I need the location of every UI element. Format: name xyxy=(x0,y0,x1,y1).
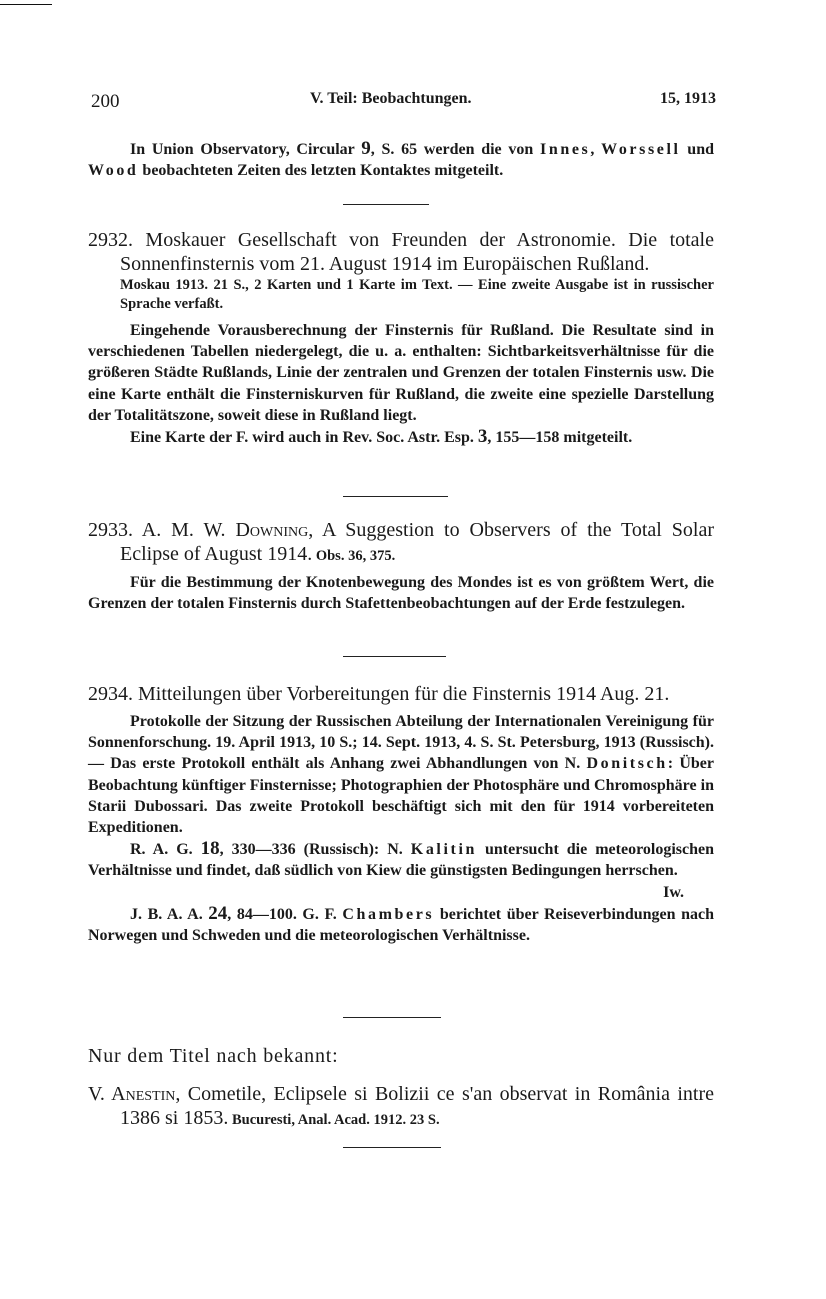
volume-number: 3 xyxy=(477,426,488,448)
intro-text: und xyxy=(680,141,715,158)
entry-title xyxy=(88,228,714,276)
intro-text: , xyxy=(590,141,602,158)
author-name: Chambers xyxy=(342,905,435,923)
entry-title xyxy=(88,518,714,566)
entry-abstract xyxy=(88,838,715,901)
intro-volume: 9 xyxy=(361,138,371,159)
entry-2932 xyxy=(88,228,714,448)
abstract-text: untersucht die meteorologischen Verhältnisse und findet, daß südlich von Kiew die günstigsten Bedingungen herrschen. xyxy=(88,841,715,880)
author-name: V. Anestin xyxy=(88,1083,176,1105)
section-divider xyxy=(343,204,429,205)
observer-name: Worssell xyxy=(601,141,681,158)
entry-abstract xyxy=(88,426,714,448)
entry-abstract xyxy=(88,711,714,838)
entry-2933 xyxy=(88,518,714,614)
abstract-text: , 84—100. G. F. xyxy=(227,905,343,923)
scan-edge-line xyxy=(0,4,52,5)
author-name: Downing xyxy=(235,519,309,541)
abstract-text: berichtet über Reiseverbindungen nach Norwegen und Schweden und die meteorologischen Verhältnisse. xyxy=(88,905,715,945)
author-name: Kalitin xyxy=(410,841,477,859)
abstract-text: Protokolle der Sitzung der Russischen Abteilung der Internationalen Vereinigung für Sonnenforschung. 19. April 1913, 10 S.; 14. Sept. 1913, 4. S. St. Petersburg, 1913 (Russisch). — Das erste Protokoll enthält als Anhang zwei Abhandlungen von N. xyxy=(88,713,714,773)
observer-name: Wood xyxy=(88,162,139,180)
entry-abstract: Eingehende Vorausberechnung der Finsternis für Rußland. Die Resultate sind in verschiedenen Tabellen niedergelegt, die u. a. enthalten: Sichtbarkeitsverhältnisse für die größeren Städte Rußlands, Linie der zentralen und Grenzen der totalen Finsternis usw. Die eine Karte enthält die Finsterniskurven für Rußland, die zweite eine spezielle Darstellung der Totalitätszone, soweit diese in Rußland liegt. xyxy=(88,322,714,424)
entry-abstract: Für die Bestimmung der Knotenbewegung des Mondes ist es von größtem Wert, die Grenzen der totalen Finsternis durch Stafettenbeobachtungen auf der Erde festzulegen. xyxy=(88,574,714,613)
entry-publication: Obs. 36, 375. xyxy=(312,548,396,564)
entry-title-text: , A Suggestion to Observers of the Total Solar Eclipse of August 1914. xyxy=(120,519,714,565)
entry-publication: Moskau 1913. 21 S., 2 Karten und 1 Karte im Text. — Eine zweite Ausgabe ist in russischer Sprache verfaßt. xyxy=(120,277,714,312)
running-header xyxy=(88,90,716,116)
entry-title-text: , Cometile, Eclipsele si Bolizii ce s'an observat in România intre 1386 si 1853. xyxy=(120,1083,715,1129)
reviewer-signature: Iw. xyxy=(663,883,684,901)
section-divider xyxy=(343,656,446,657)
volume-number: 24 xyxy=(208,902,228,924)
volume-year: 15, 1913 xyxy=(660,90,716,107)
intro-text: beobachteten Zeiten des letzten Kontaktes mitgeteilt. xyxy=(138,162,504,180)
section-heading: Nur dem Titel nach bekannt: xyxy=(88,1045,339,1067)
intro-text: , S. 65 werden die von xyxy=(370,141,541,158)
intro-text: In Union Observatory, Circular xyxy=(130,141,362,158)
entry-number: 2933. A. M. W. xyxy=(88,519,236,541)
running-title: V. Teil: Beobachtungen. xyxy=(310,90,472,107)
abstract-text: , 330—336 (Russisch): N. xyxy=(219,841,411,859)
abstract-text: : Über Beobachtung künftiger Finsternisse; Photographien der Photosphäre und Chromosphäre in Starii Dubossari. Das zweite Protokoll beschäftigt sich mit den für 1914 vorbereiteten Expeditionen. xyxy=(88,755,715,837)
entry-title: 2934. Mitteilungen über Vorbereitungen für die Finsternis 1914 Aug. 21. xyxy=(88,683,670,705)
entry-2934 xyxy=(88,682,714,946)
intro-note xyxy=(88,138,714,181)
abstract-text: Eine Karte der F. wird auch in Rev. Soc. Astr. Esp. xyxy=(130,429,478,447)
section-divider xyxy=(343,1017,441,1018)
section-divider xyxy=(343,1147,441,1148)
title-only-entry xyxy=(88,1082,714,1130)
entry-abstract xyxy=(88,903,714,946)
abstract-text: , 155—158 mitgeteilt. xyxy=(487,429,633,447)
intro-paragraph xyxy=(88,138,714,181)
author-name: Donitsch xyxy=(586,755,668,773)
volume-number: 18 xyxy=(200,838,220,860)
entry-title-text: 2932. Moskauer Gesellschaft von Freunden der Astronomie. Die totale Sonnenfinsternis vom 21. August 1914 im Europäischen Rußland. xyxy=(88,229,714,275)
entry-publication: Bucuresti, Anal. Acad. 1912. 23 S. xyxy=(228,1112,440,1128)
observer-name: Innes xyxy=(540,141,591,158)
section-divider xyxy=(343,496,448,497)
page-number: 200 xyxy=(91,91,120,112)
abstract-text: R. A. G. xyxy=(130,841,201,859)
title-only-section xyxy=(88,1044,714,1130)
abstract-text: J. B. A. A. xyxy=(130,905,209,923)
